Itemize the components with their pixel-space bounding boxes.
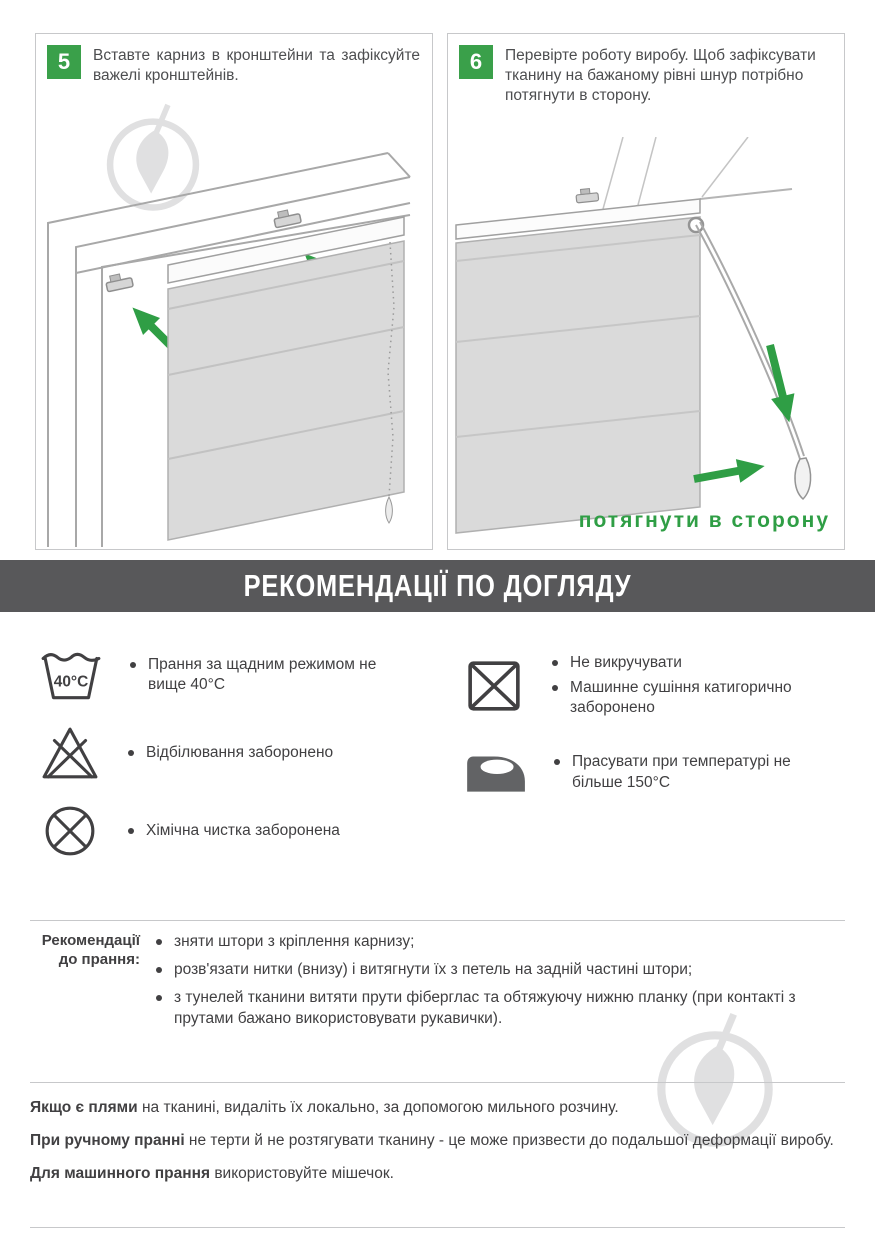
care-row-no-bleach [38,726,428,780]
washing-item-text: зняти штори з кріплення карнизу; [174,933,415,950]
washing-item-text: розв'язати нитки (внизу) і витягнути їх з петель на задній частині штори; [174,960,693,978]
bracket-icon [575,188,598,203]
care-item [128,743,333,763]
no-dry-clean-icon [38,804,102,858]
step6-illustration [448,137,844,549]
care-column-right [462,648,852,822]
note-machine-wash [30,1164,848,1184]
cord-handle-icon [795,458,811,499]
step6-header [448,34,844,105]
bullet-dot [128,750,134,756]
washing-item [156,932,846,953]
note-hand-wash [30,1131,848,1151]
care-item [552,678,802,718]
bullet-dot [554,759,560,765]
care-row-no-wring [462,648,852,723]
bullet-dot [156,995,162,1001]
step5-panel [35,33,433,550]
care-item-text: Відбілювання заборонено [146,743,334,761]
iron-icon [462,750,528,796]
note-text: на тканині, видаліть їх локально, за допомогою мильного розчину. [137,1099,619,1116]
bottom-notes [30,1098,848,1197]
note-lead: Якщо є плями [30,1099,138,1116]
washing-item [156,960,846,981]
svg-text:40°С: 40°С [53,673,89,691]
note-text: використовуйте мішечок. [210,1165,394,1183]
no-bleach-icon [38,726,102,780]
step6-panel [447,33,845,550]
bullet-dot [552,685,558,691]
divider [30,920,845,921]
divider [30,1082,845,1083]
care-row-wash [38,648,428,702]
care-banner [0,560,875,612]
care-item [130,655,380,695]
step5-text: Вставте карниз в кронштейни та зафіксуйте важелі кронштейнів. [93,47,420,84]
care-item-text: Машинне сушіння катигорично заборонено [570,679,792,717]
wash-40-icon [38,648,104,702]
washing-item-text: з тунелей тканини витяти прути фіберглас та обтяжуючу нижню планку (при контакті з прутами бажано використовувати рукавички). [174,988,796,1027]
green-arrow-icon [694,345,784,479]
bullet-dot [552,660,558,666]
note-stains [30,1098,848,1118]
bullet-dot [130,662,136,668]
care-item-text: Прання за щадним режимом не вище 40°С [148,655,377,693]
care-item-text: Прасувати при температурі не більше 150°С [572,753,791,791]
step5-illustration [36,97,432,549]
pull-aside-annotation: потягнути в сторону [578,509,830,532]
no-wring-icon [462,660,526,712]
step5-number-badge: 5 [47,45,81,79]
divider [30,1227,845,1228]
care-item-text: Не викручувати [570,654,682,671]
bullet-dot [156,967,162,973]
bullet-dot [156,939,162,945]
care-banner-title: РЕКОМЕНДАЦІЇ ПО ДОГЛЯДУ [243,568,632,603]
bullet-dot [128,828,134,834]
care-column-left [38,648,428,882]
note-text: не терти й не розтягувати тканину - це може призвести до подальшої деформації виробу. [184,1132,834,1150]
care-item [552,653,802,673]
step6-number-badge: 6 [459,45,493,79]
washing-heading: Рекомендації до прання: [41,932,140,968]
step5-header [36,34,432,86]
care-item-text: Хімічна чистка заборонена [146,821,340,839]
step6-text: Перевірте роботу виробу. Щоб зафіксувати тканину на бажаному рівні шнур потрібно потягнути в сторону. [505,47,816,104]
washing-recommendations [30,932,848,1037]
washing-item [156,988,846,1030]
note-lead: При ручному пранні [30,1132,185,1150]
care-item [128,821,340,841]
note-lead: Для машинного прання [30,1165,211,1183]
care-row-iron [462,747,852,797]
care-item [554,752,804,792]
care-row-no-dry-clean [38,804,428,858]
